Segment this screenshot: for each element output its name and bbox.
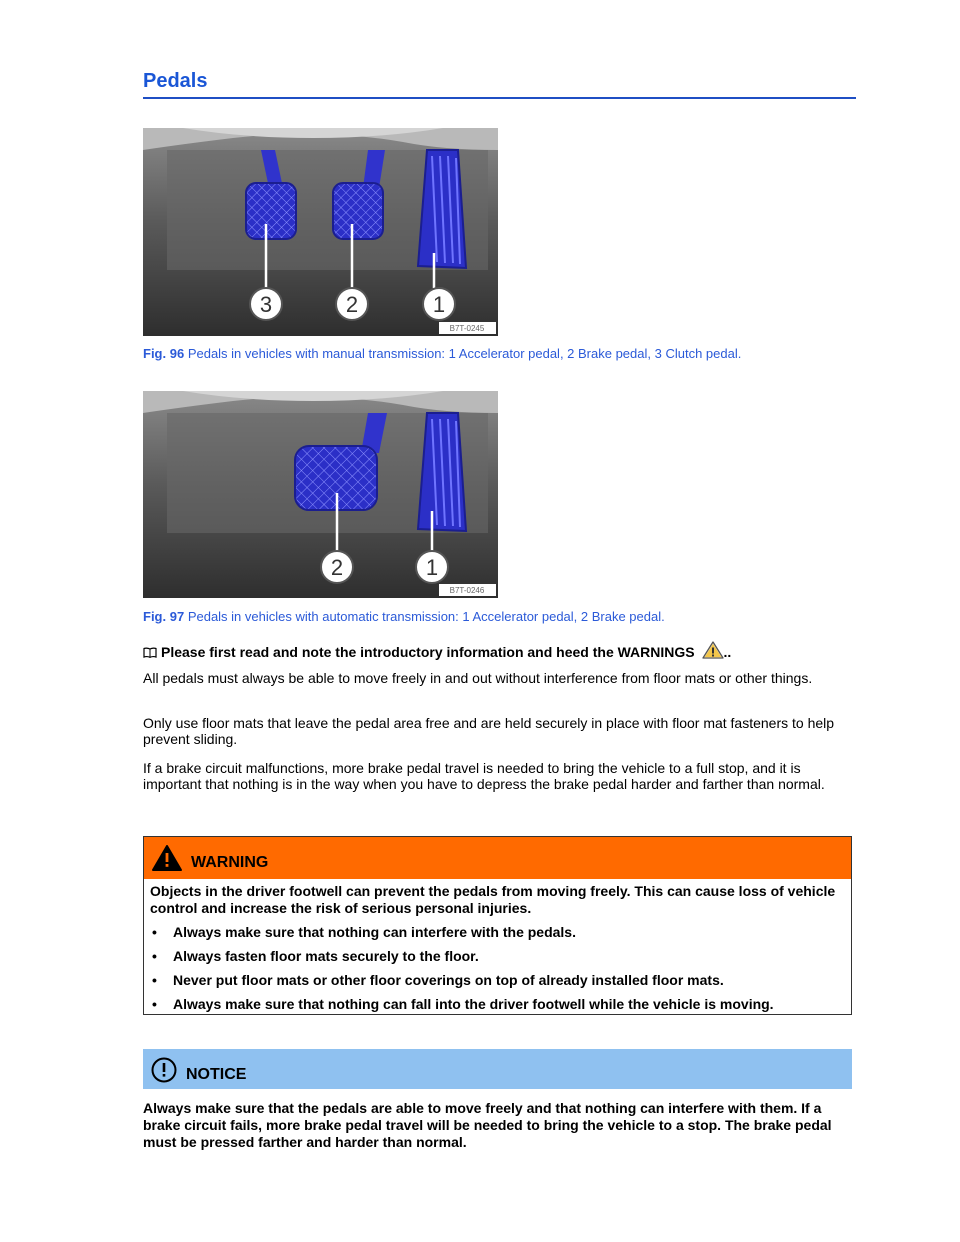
intro-suffix: .. [723, 644, 732, 660]
intro-line [143, 641, 855, 662]
intro-text: Please first read and note the introductory information and heed the WARNINGS [161, 644, 695, 660]
callout-1: 1 [432, 292, 446, 317]
pedals-manual-illustration [143, 128, 498, 336]
warning-label: WARNING [191, 854, 269, 871]
paragraph-3: If a brake circuit malfunctions, more brake pedal travel is needed to bring the vehicle to a full stop, and it is important that nothing is in the way when you have to depress the brake pedal harder and farther than normal. [143, 760, 825, 792]
callout-1: 1 [425, 555, 439, 580]
figure-code: B7T-0245 [449, 324, 485, 333]
callout-3: 3 [259, 292, 273, 317]
warning-triangle-icon [702, 641, 724, 662]
title-divider [143, 97, 856, 99]
pedal-2-shape [333, 183, 383, 239]
warning-list [150, 924, 845, 1013]
figure-96-image [143, 128, 498, 336]
figure-code: B7T-0246 [449, 586, 485, 595]
list-item: • Never put floor mats or other floor coverings on top of already installed floor mats. [150, 972, 845, 989]
warning-box [143, 836, 852, 1015]
figure-97-image [143, 391, 498, 598]
paragraph-2: Only use floor mats that leave the pedal area free and are held securely in place with floor mat fasteners to help prevent sliding. [143, 715, 835, 747]
paragraph-1: All pedals must always be able to move freely in and out without interference from floor mats or other things. [143, 670, 813, 686]
exclamation-circle-icon [150, 1056, 178, 1089]
warning-text: Objects in the driver footwell can prevent the pedals from moving freely. This can cause loss of vehicle control and increase the risk of serious personal injuries. [150, 883, 836, 916]
notice-header [143, 1049, 852, 1089]
notice-text: Always make sure that the pedals are able to move freely and that nothing can interfere with them. If a brake circuit fails, more brake pedal travel will be needed to bring the vehicle to a stop. The brake pedal must be pressed farther and harder than normal. [143, 1100, 832, 1150]
figure-97-label: Fig. 97 [143, 609, 185, 624]
pedal-3-shape [246, 183, 296, 239]
callout-2: 2 [345, 292, 359, 317]
warning-triangle-icon [151, 844, 183, 877]
list-item: • Always fasten floor mats securely to the floor. [150, 948, 845, 965]
warning-body [144, 879, 851, 1013]
figure-97-text: Pedals in vehicles with automatic transmission: 1 Accelerator pedal, 2 Brake pedal. [187, 609, 665, 624]
warning-header [144, 837, 851, 879]
pedals-automatic-illustration [143, 391, 498, 598]
notice-label: NOTICE [186, 1066, 247, 1083]
figure-96-label: Fig. 96 [143, 346, 185, 361]
list-item: • Always make sure that nothing can fall into the driver footwell while the vehicle is moving. [150, 996, 845, 1013]
figure-96-text: Pedals in vehicles with manual transmission: 1 Accelerator pedal, 2 Brake pedal, 3 Clutch pedal. [187, 346, 742, 361]
figure-97-caption [143, 609, 665, 624]
list-item: • Always make sure that nothing can interfere with the pedals. [150, 924, 845, 941]
figure-96-caption [143, 346, 741, 361]
callout-2: 2 [330, 555, 344, 580]
book-icon [143, 645, 157, 661]
page-title: Pedals [143, 70, 208, 92]
